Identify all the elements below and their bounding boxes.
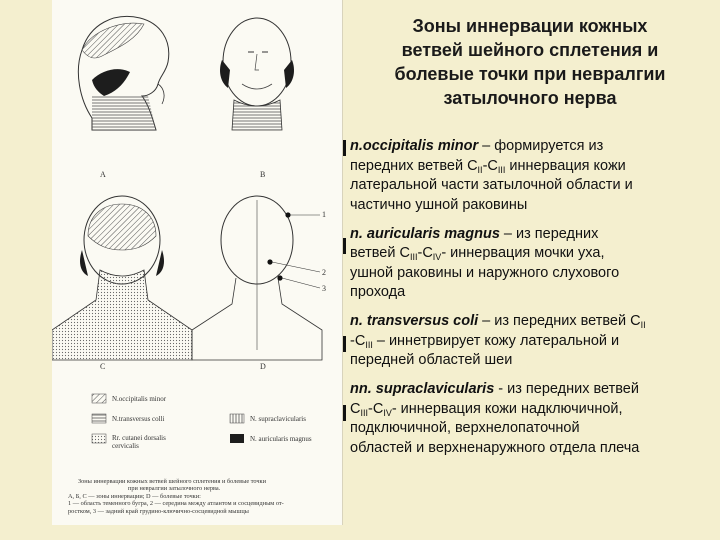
segment-subscript: II [477, 164, 483, 175]
caption-line: при невралгии затылочного нерва. [128, 485, 221, 493]
text-segment: – иннетрвирует кожу латеральной и [372, 332, 620, 349]
bullet-marker [343, 140, 346, 156]
caption-line: ростком, 3 — задний край грудино-ключично-сосцевидной мышцы [68, 507, 249, 515]
pain-point-number-3: 3 [322, 284, 326, 293]
pain-point-number-1: 1 [322, 210, 326, 219]
text-segment: -C [350, 332, 366, 349]
text-segment: иннервация кожи [505, 157, 626, 174]
paragraph-line [350, 312, 716, 332]
nerve-paragraph [350, 312, 716, 371]
caption-line: Зоны иннервации кожных ветвей шейного сплетения и болевые точки [78, 478, 266, 485]
legend-label-dorsalis-2: cervicalis [112, 442, 139, 450]
panel-letter-d: D [260, 362, 266, 371]
text-segment: частично ушной раковины [350, 196, 528, 213]
text-segment: - иннервация кожи надключичной, [391, 400, 623, 417]
nerve-paragraph [350, 225, 716, 303]
segment-subscript: II [640, 320, 646, 330]
bullet-marker [343, 405, 346, 421]
paragraph-line [350, 400, 716, 420]
paragraph-line [350, 439, 716, 459]
panel-letter-b: B [260, 170, 266, 179]
text-segment: - иннервация мочки уха, [441, 245, 605, 261]
nerve-name: n. auricularis magnus [350, 225, 500, 242]
legend-label-dorsalis: Rr. cutanei dorsalis [112, 434, 166, 442]
legend-label-supraclavicularis: N. supraclavicularis [250, 415, 306, 423]
title-line: Зоны иннервации кожных [412, 16, 648, 36]
bullet-marker [343, 336, 346, 352]
paragraph-line [350, 351, 716, 371]
segment-subscript: III [365, 339, 373, 350]
paragraph-line [350, 225, 716, 245]
segment-subscript: IV [432, 252, 442, 262]
nerve-descriptions [350, 137, 716, 468]
panel-d-back-head-points [192, 196, 322, 360]
paragraph-line [350, 419, 716, 439]
nerve-paragraph [350, 137, 716, 215]
nerve-name: n.occipitalis minor [350, 138, 479, 154]
paragraph-line [350, 196, 716, 216]
legend-label-auricularis: N. auricularis magnus [250, 435, 312, 443]
paragraph-line [350, 137, 716, 157]
title-line: болевые точки при невралгии [394, 64, 666, 84]
segment-subscript: IV [383, 407, 392, 418]
text-segment: подключичной, верхнелопаточной [350, 420, 580, 436]
text-segment: C [350, 400, 361, 417]
text-segment: передней областей шеи [350, 352, 513, 368]
slide-title [348, 14, 712, 110]
paragraph-line [350, 176, 716, 196]
text-segment: ушной раковины и наружного слухового [350, 264, 620, 281]
text-segment: латеральной части затылочной области и [350, 177, 633, 193]
text-segment: – из передних ветвей C [482, 313, 641, 329]
segment-subscript: III [360, 407, 368, 418]
title-line: ветвей шейного сплетения и [401, 40, 659, 60]
pain-point-number-2: 2 [322, 268, 326, 277]
legend-label-transversus: N.transversus colli [112, 415, 165, 423]
nerve-paragraph [350, 380, 716, 458]
paragraph-line [350, 264, 716, 284]
segment-subscript: III [409, 252, 418, 262]
legend-label-occipitalis: N.occipitalis minor [112, 395, 167, 403]
figure-caption [68, 478, 330, 515]
caption-line: A, Б, C — зоны иннервации; D — болевые точки: [68, 492, 201, 500]
paragraph-line [350, 332, 716, 352]
anatomy-figure [52, 0, 343, 525]
text-segment: – формируется из [482, 138, 604, 154]
paragraph-line [350, 283, 716, 303]
panel-b-front-head [220, 18, 294, 130]
panel-letter-c: C [100, 362, 106, 371]
paragraph-line [350, 380, 716, 400]
nerve-name: nn. supraclavicularis [350, 381, 495, 397]
text-segment: – из передних [503, 225, 599, 242]
text-segment: -C [417, 245, 433, 261]
panel-c-back-head [52, 196, 192, 360]
text-segment: -C [482, 157, 498, 174]
text-segment: областей и верхненаружного отдела плеча [350, 439, 640, 456]
paragraph-line [350, 157, 716, 177]
text-segment: передних ветвей C [350, 157, 478, 174]
panel-letter-a: A [100, 170, 106, 179]
title-line: затылочного нерва [443, 88, 617, 108]
figure-drawing [52, 0, 342, 525]
paragraph-line [350, 244, 716, 264]
text-segment: ветвей C [350, 245, 410, 261]
text-segment: -C [368, 400, 384, 417]
segment-subscript: III [497, 164, 506, 175]
nerve-name: n. transversus coli [350, 313, 479, 329]
panel-a-profile-head [78, 16, 168, 130]
caption-line: 1 — область теменного бугра, 2 — середина между атлантом и сосцевидным от- [68, 500, 284, 508]
text-segment: - из передних ветвей [498, 381, 639, 397]
bullet-marker [343, 238, 346, 254]
text-segment: прохода [350, 284, 406, 300]
